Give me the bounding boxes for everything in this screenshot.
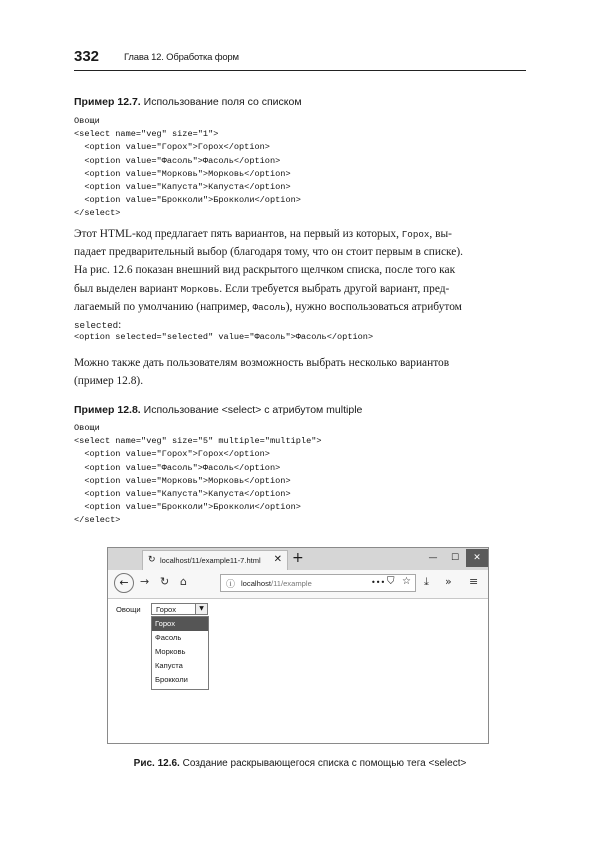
- veg-select[interactable]: [151, 603, 208, 615]
- pocket-icon[interactable]: ⛉: [387, 576, 395, 587]
- caption-text: Создание раскрывающегося списка с помощью тега <select>: [182, 758, 467, 769]
- example-title: Использование <select> с атрибутом multiple: [143, 404, 363, 416]
- code-block-12-8: Овощи <select name="veg" size="5" multiple="multiple"> <option value="Горох">Горох</option> <option value="Фасоль">Фасоль</option> <option value="Морковь">Морковь</option> <option value="Капуста">Капуста</option> <option value="Брокколи">Брокколи</option> </select>: [74, 423, 322, 526]
- dropdown-option[interactable]: Капуста: [155, 661, 183, 670]
- overflow-icon[interactable]: »: [445, 575, 452, 588]
- url-bar[interactable]: [220, 574, 416, 592]
- code-inline-selected: <option selected="selected" value="Фасоль">Фасоль</option>: [74, 332, 374, 342]
- field-label: Овощи: [116, 605, 141, 614]
- page-content: [108, 599, 488, 743]
- example-title: Использование поля со списком: [143, 96, 302, 108]
- page-number: 332: [74, 48, 100, 65]
- caption-label: Рис. 12.6.: [133, 758, 180, 769]
- example-label: Пример 12.8.: [74, 404, 141, 416]
- reload-icon[interactable]: ↻: [160, 575, 170, 588]
- dropdown-option[interactable]: Морковь: [155, 647, 186, 656]
- back-icon[interactable]: ←: [114, 573, 134, 593]
- window-close-icon[interactable]: ✕: [466, 549, 488, 567]
- forward-icon[interactable]: →: [140, 575, 150, 588]
- chevron-down-icon[interactable]: ▼: [195, 604, 207, 614]
- info-icon[interactable]: ⓘ: [226, 580, 236, 590]
- menu-icon[interactable]: ≡: [469, 575, 479, 588]
- download-icon[interactable]: ⤓: [424, 575, 429, 588]
- tab-bar: [108, 548, 488, 570]
- minimize-icon[interactable]: —: [428, 553, 438, 563]
- dropdown-option[interactable]: Фасоль: [155, 633, 182, 642]
- dropdown-option[interactable]: Брокколи: [155, 675, 188, 684]
- figure-caption: [0, 758, 600, 769]
- home-icon[interactable]: ⌂: [180, 575, 187, 588]
- new-tab-icon[interactable]: +: [292, 550, 304, 566]
- example-12-7-title: [74, 96, 302, 108]
- maximize-icon[interactable]: ☐: [450, 553, 460, 563]
- browser-tab[interactable]: [142, 550, 288, 570]
- dropdown-list: [151, 616, 209, 690]
- example-12-8-title: [74, 404, 362, 416]
- navigation-bar: [108, 570, 488, 599]
- browser-window: [107, 547, 489, 744]
- page-header: [74, 48, 526, 71]
- paragraph-2: Можно также дать пользователям возможность выбрать несколько вариантов (пример 12.8).: [74, 357, 450, 388]
- select-value: Горох: [156, 605, 176, 614]
- url-text: localhost/11/example: [241, 579, 312, 588]
- example-label: Пример 12.7.: [74, 96, 141, 108]
- bookmark-star-icon[interactable]: ☆: [402, 576, 411, 587]
- paragraph-1: Этот HTML-код предлагает пять вариантов, на первый из которых, Горох, вы- падает предварительный выбор (благодаря тому, что он стоит первым в списке). На рис. 12.6 показан внешний вид раскрытого щелчком списка, после того как был выделен вариант Морковь. Если требуется выбрать другой вариант, пред- лагаемый по умолчанию (например, Фасоль), нужно воспользоваться атрибутом selected:: [74, 228, 463, 332]
- chapter-title: Глава 12. Обработка форм: [124, 52, 239, 63]
- close-tab-icon[interactable]: ✕: [273, 554, 282, 565]
- dropdown-option[interactable]: Горох: [152, 617, 208, 631]
- page-actions-icon[interactable]: •••: [371, 578, 386, 587]
- tab-label: localhost/11/example11-7.html: [160, 556, 261, 565]
- code-block-12-7: Овощи <select name="veg" size="1"> <option value="Горох">Горох</option> <option value="Фасоль">Фасоль</option> <option value="Морковь">Морковь</option> <option value="Капуста">Капуста</option> <option value="Брокколи">Брокколи</option> </select>: [74, 116, 301, 219]
- loading-icon: ↻: [148, 554, 156, 564]
